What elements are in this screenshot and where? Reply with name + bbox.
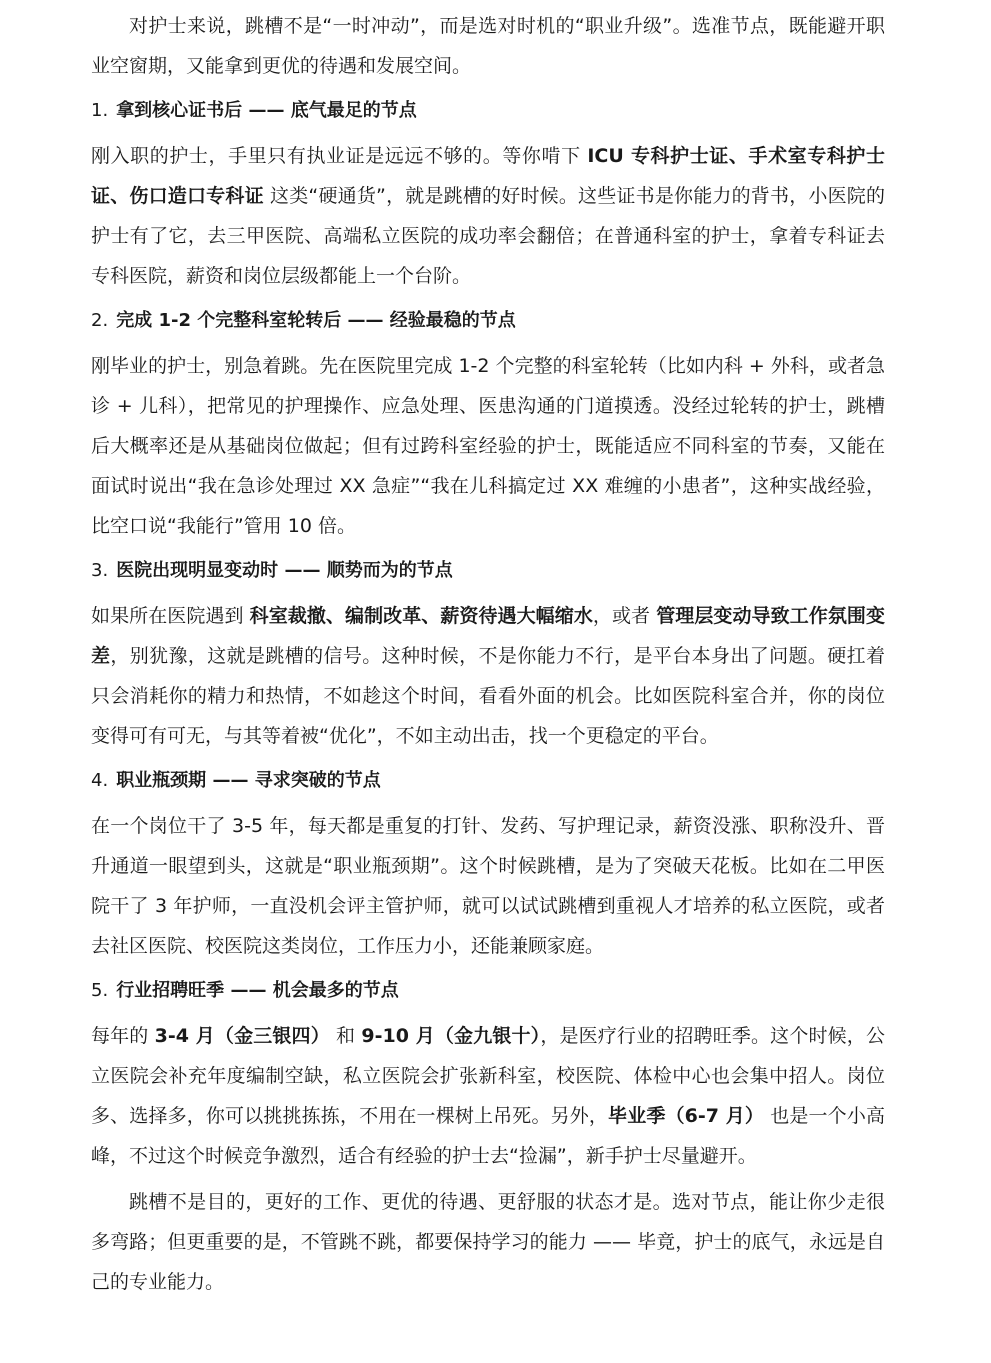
section-number: 2. xyxy=(91,310,109,331)
text-run: 也是一个小高峰，不过这个时候竞争激烈，适合有经验的护士去“捡漏”，新手护士尽量避开。 xyxy=(91,1105,885,1167)
section-body xyxy=(91,346,885,546)
section-body xyxy=(91,806,885,966)
intro-paragraph: 对护士来说，跳槽不是“一时冲动”，而是选对时机的“职业升级”。选准节点，既能避开职业空窗期，又能拿到更优的待遇和发展空间。 xyxy=(91,15,885,77)
section-title: 拿到核心证书后 —— 底气最足的节点 xyxy=(116,100,417,121)
section-heading xyxy=(91,760,885,802)
section-title: 行业招聘旺季 —— 机会最多的节点 xyxy=(116,980,399,1001)
text-run: 在一个岗位干了 3-5 年，每天都是重复的打针、发药、写护理记录，薪资没涨、职称没升、晋升通道一眼望到头，这就是“职业瓶颈期”。这个时候跳槽，是为了突破天花板。比如在二甲医院干了 3 年护师，一直没机会评主管护师，就可以试试跳槽到重视人才培养的私立医院，或者去社区医院、校医院这类岗位，工作压力小，还能兼顾家庭。 xyxy=(91,815,885,957)
bold-run: 9-10 月（金九银十） xyxy=(361,1025,541,1047)
text-run: 每年的 xyxy=(91,1025,155,1047)
text-run: ，或者 xyxy=(592,605,657,627)
section-heading xyxy=(91,300,885,342)
text-run: 这类“硬通货”，就是跳槽的好时候。这些证书是你能力的背书，小医院的护士有了它，去三甲医院、高端私立医院的成功率会翻倍；在普通科室的护士，拿着专科证去专科医院，薪资和岗位层级都能上一个台阶。 xyxy=(91,185,885,287)
section-body xyxy=(91,596,885,756)
bold-run: ICU 专科护士证、手术室专科护士证、伤口造口专科证 xyxy=(91,145,885,207)
section-heading xyxy=(91,970,885,1012)
text-run: ，别犹豫，这就是跳槽的信号。这种时候，不是你能力不行，是平台本身出了问题。硬扛着只会消耗你的精力和热情，不如趁这个时间，看看外面的机会。比如医院科室合并，你的岗位变得可有可无，与其等着被“优化”，不如主动出击，找一个更稳定的平台。 xyxy=(91,645,885,747)
section-3 xyxy=(91,550,885,756)
section-title: 完成 1-2 个完整科室轮转后 —— 经验最稳的节点 xyxy=(116,310,516,331)
section-number: 5. xyxy=(91,980,109,1001)
bold-run: 3-4 月（金三银四） xyxy=(154,1025,330,1047)
section-1 xyxy=(91,90,885,296)
bold-run: 科室裁撤、编制改革、薪资待遇大幅缩水 xyxy=(249,605,593,627)
article xyxy=(91,0,885,1302)
bold-run: 毕业季（6-7 月） xyxy=(608,1105,765,1127)
text-run: 刚入职的护士，手里只有执业证是远远不够的。等你啃下 xyxy=(91,145,588,167)
bold-run: 管理层变动导致工作氛围变差 xyxy=(91,605,885,667)
section-body xyxy=(91,136,885,296)
section-body xyxy=(91,1016,885,1176)
section-title: 职业瓶颈期 —— 寻求突破的节点 xyxy=(116,770,381,791)
text-run: 和 xyxy=(329,1025,362,1047)
section-5 xyxy=(91,970,885,1176)
section-heading xyxy=(91,90,885,132)
outro-paragraph: 跳槽不是目的，更好的工作、更优的待遇、更舒服的状态才是。选对节点，能让你少走很多弯路；但更重要的是，不管跳不跳，都要保持学习的能力 —— 毕竟，护士的底气，永远是自己的专业能力。 xyxy=(91,1191,885,1293)
section-4 xyxy=(91,760,885,966)
section-number: 3. xyxy=(91,560,109,581)
text-run: ，是医疗行业的招聘旺季。这个时候，公立医院会补充年度编制空缺，私立医院会扩张新科室，校医院、体检中心也会集中招人。岗位多、选择多，你可以挑挑拣拣，不用在一棵树上吊死。另外， xyxy=(91,1025,885,1127)
text-run: 刚毕业的护士，别急着跳。先在医院里完成 1-2 个完整的科室轮转（比如内科 + 外科，或者急诊 + 儿科），把常见的护理操作、应急处理、医患沟通的门道摸透。没经过轮转的护士，跳槽后大概率还是从基础岗位做起；但有过跨科室经验的护士，既能适应不同科室的节奏，又能在面试时说出“我在急诊处理过 XX 急症”“我在儿科搞定过 XX 难缠的小患者”，这种实战经验，比空口说“我能行”管用 10 倍。 xyxy=(91,355,885,537)
section-title: 医院出现明显变动时 —— 顺势而为的节点 xyxy=(116,560,453,581)
section-number: 1. xyxy=(91,100,109,121)
section-2 xyxy=(91,300,885,546)
section-number: 4. xyxy=(91,770,109,791)
text-run: 如果所在医院遇到 xyxy=(91,605,250,627)
section-heading xyxy=(91,550,885,592)
